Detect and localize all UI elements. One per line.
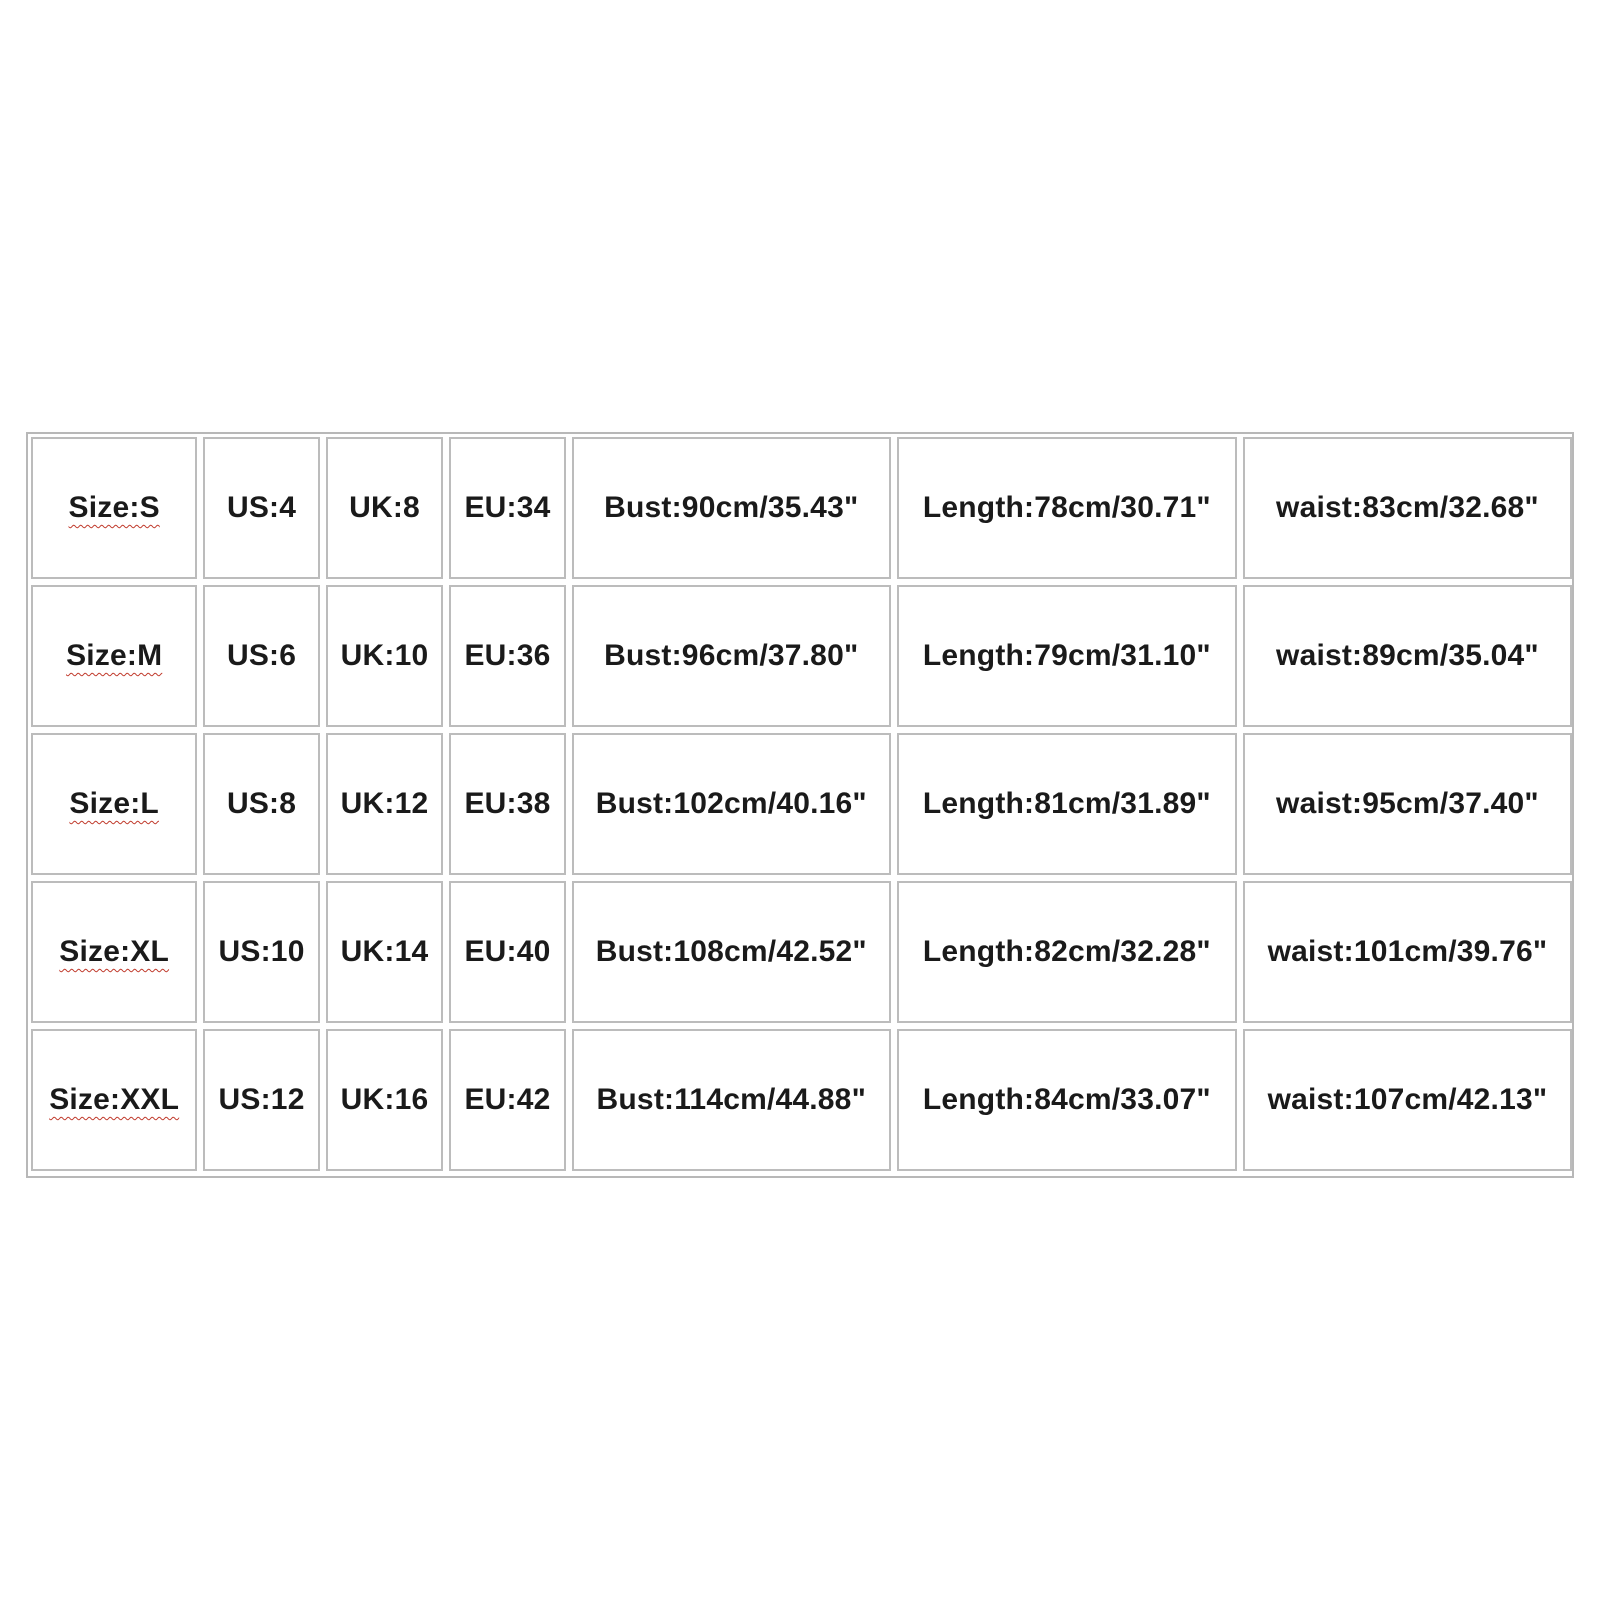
size-cell <box>31 437 197 579</box>
eu-size-cell: EU:34 <box>449 437 565 579</box>
size-label: Size:M <box>66 639 163 672</box>
table-row <box>31 881 1572 1023</box>
eu-size-cell: EU:42 <box>449 1029 565 1171</box>
waist-cell: waist:83cm/32.68" <box>1243 437 1572 579</box>
waist-cell: waist:101cm/39.76" <box>1243 881 1572 1023</box>
bust-cell: Bust:108cm/42.52" <box>572 881 891 1023</box>
length-cell: Length:82cm/32.28" <box>897 881 1237 1023</box>
size-cell <box>31 1029 197 1171</box>
uk-size-cell: UK:8 <box>326 437 443 579</box>
size-chart <box>26 432 1574 1178</box>
size-label: Size:XXL <box>49 1083 180 1116</box>
table-row <box>31 733 1572 875</box>
size-cell <box>31 881 197 1023</box>
table-row <box>31 585 1572 727</box>
uk-size-cell: UK:16 <box>326 1029 443 1171</box>
size-label: Size:XL <box>59 935 170 968</box>
uk-size-cell: UK:12 <box>326 733 443 875</box>
uk-size-cell: UK:14 <box>326 881 443 1023</box>
waist-cell: waist:89cm/35.04" <box>1243 585 1572 727</box>
size-cell <box>31 585 197 727</box>
bust-cell: Bust:96cm/37.80" <box>572 585 891 727</box>
length-cell: Length:84cm/33.07" <box>897 1029 1237 1171</box>
bust-cell: Bust:102cm/40.16" <box>572 733 891 875</box>
eu-size-cell: EU:40 <box>449 881 565 1023</box>
waist-cell: waist:107cm/42.13" <box>1243 1029 1572 1171</box>
us-size-cell: US:8 <box>203 733 319 875</box>
uk-size-cell: UK:10 <box>326 585 443 727</box>
eu-size-cell: EU:38 <box>449 733 565 875</box>
size-label: Size:L <box>69 787 159 820</box>
eu-size-cell: EU:36 <box>449 585 565 727</box>
size-table <box>25 431 1578 1177</box>
size-label: Size:S <box>68 491 160 524</box>
us-size-cell: US:4 <box>203 437 319 579</box>
length-cell: Length:81cm/31.89" <box>897 733 1237 875</box>
us-size-cell: US:10 <box>203 881 319 1023</box>
us-size-cell: US:6 <box>203 585 319 727</box>
us-size-cell: US:12 <box>203 1029 319 1171</box>
length-cell: Length:78cm/30.71" <box>897 437 1237 579</box>
bust-cell: Bust:90cm/35.43" <box>572 437 891 579</box>
size-cell <box>31 733 197 875</box>
length-cell: Length:79cm/31.10" <box>897 585 1237 727</box>
waist-cell: waist:95cm/37.40" <box>1243 733 1572 875</box>
table-row <box>31 1029 1572 1171</box>
bust-cell: Bust:114cm/44.88" <box>572 1029 891 1171</box>
table-row <box>31 437 1572 579</box>
